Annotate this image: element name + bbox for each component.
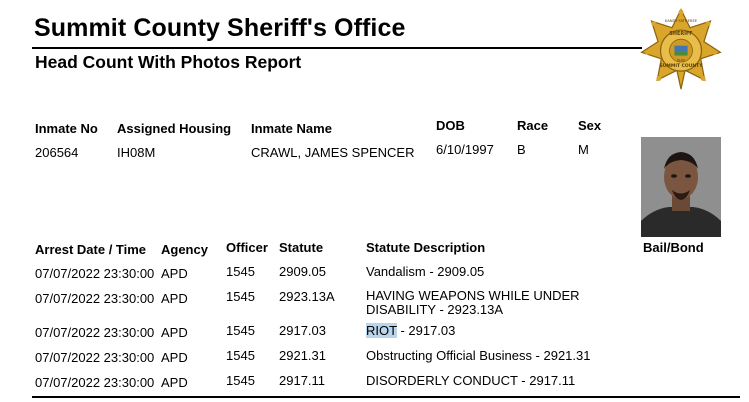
inmate-photo bbox=[641, 137, 721, 237]
sheriff-star-badge-icon bbox=[640, 6, 722, 92]
charge-officer: 1545 bbox=[226, 289, 255, 304]
sex-value: M bbox=[578, 142, 589, 157]
inmate-photo-figure-icon bbox=[641, 137, 721, 237]
dob-header: DOB bbox=[436, 118, 465, 133]
selected-text-highlight[interactable]: RIOT bbox=[366, 323, 397, 338]
charge-arrest-date: 07/07/2022 23:30:00 bbox=[35, 325, 155, 340]
statute-header: Statute bbox=[279, 240, 324, 255]
charge-agency: APD bbox=[161, 291, 188, 306]
agency-header: Agency bbox=[161, 242, 208, 257]
report-agency-title: Summit County Sheriff's Office bbox=[34, 14, 406, 42]
badge-top-text: SHERIFF bbox=[669, 31, 693, 38]
charge-agency: APD bbox=[161, 350, 188, 365]
report-subtitle: Head Count With Photos Report bbox=[35, 52, 302, 72]
charge-description: HAVING WEAPONS WHILE UNDER DISABILITY - 2923.13A bbox=[366, 288, 580, 317]
charge-officer: 1545 bbox=[226, 323, 255, 338]
charge-statute: 2909.05 bbox=[279, 264, 326, 279]
charge-arrest-date: 07/07/2022 23:30:00 bbox=[35, 350, 155, 365]
footer-divider bbox=[32, 396, 740, 398]
housing-value: IH08M bbox=[117, 145, 156, 160]
arrest-date-header: Arrest Date / Time bbox=[35, 242, 147, 257]
charge-arrest-date: 07/07/2022 23:30:00 bbox=[35, 266, 155, 281]
charge-description: DISORDERLY CONDUCT - 2917.11 bbox=[366, 373, 576, 388]
dob-value: 6/10/1997 bbox=[436, 142, 494, 157]
charge-arrest-date: 07/07/2022 23:30:00 bbox=[35, 375, 155, 390]
inmate-no-header: Inmate No bbox=[35, 121, 98, 136]
race-value: B bbox=[517, 142, 526, 157]
charge-agency: APD bbox=[161, 325, 188, 340]
charge-officer: 1545 bbox=[226, 348, 255, 363]
charge-officer: 1545 bbox=[226, 373, 255, 388]
race-header: Race bbox=[517, 118, 549, 133]
header-divider bbox=[32, 47, 642, 49]
sex-header: Sex bbox=[578, 118, 602, 133]
charge-description-rest: - 2917.03 bbox=[396, 323, 456, 338]
charge-officer: 1545 bbox=[226, 264, 255, 279]
housing-header: Assigned Housing bbox=[117, 121, 232, 136]
officer-header: Officer bbox=[226, 240, 268, 255]
charge-description: Vandalism - 2909.05 bbox=[366, 264, 485, 279]
badge-name-text: KANDY FATHEREE bbox=[664, 18, 698, 23]
charge-description: Obstructing Official Business - 2921.31 bbox=[366, 348, 591, 363]
charge-arrest-date: 07/07/2022 23:30:00 bbox=[35, 291, 155, 306]
inmate-no-value: 206564 bbox=[35, 145, 79, 160]
charge-agency: APD bbox=[161, 266, 188, 281]
inmate-name-value: CRAWL, JAMES SPENCER bbox=[251, 145, 415, 160]
charge-statute: 2923.13A bbox=[279, 289, 335, 304]
badge-ring-text: SUMMIT COUNTY bbox=[659, 64, 703, 70]
bail-bond-header: Bail/Bond bbox=[643, 240, 704, 255]
charge-agency: APD bbox=[161, 375, 188, 390]
charge-statute: 2921.31 bbox=[279, 348, 326, 363]
charge-statute: 2917.03 bbox=[279, 323, 326, 338]
statute-description-header: Statute Description bbox=[366, 240, 486, 255]
badge-state-text: OHIO bbox=[676, 58, 686, 63]
charge-statute: 2917.11 bbox=[279, 373, 326, 388]
charge-description bbox=[366, 323, 455, 338]
inmate-name-header: Inmate Name bbox=[251, 121, 332, 136]
